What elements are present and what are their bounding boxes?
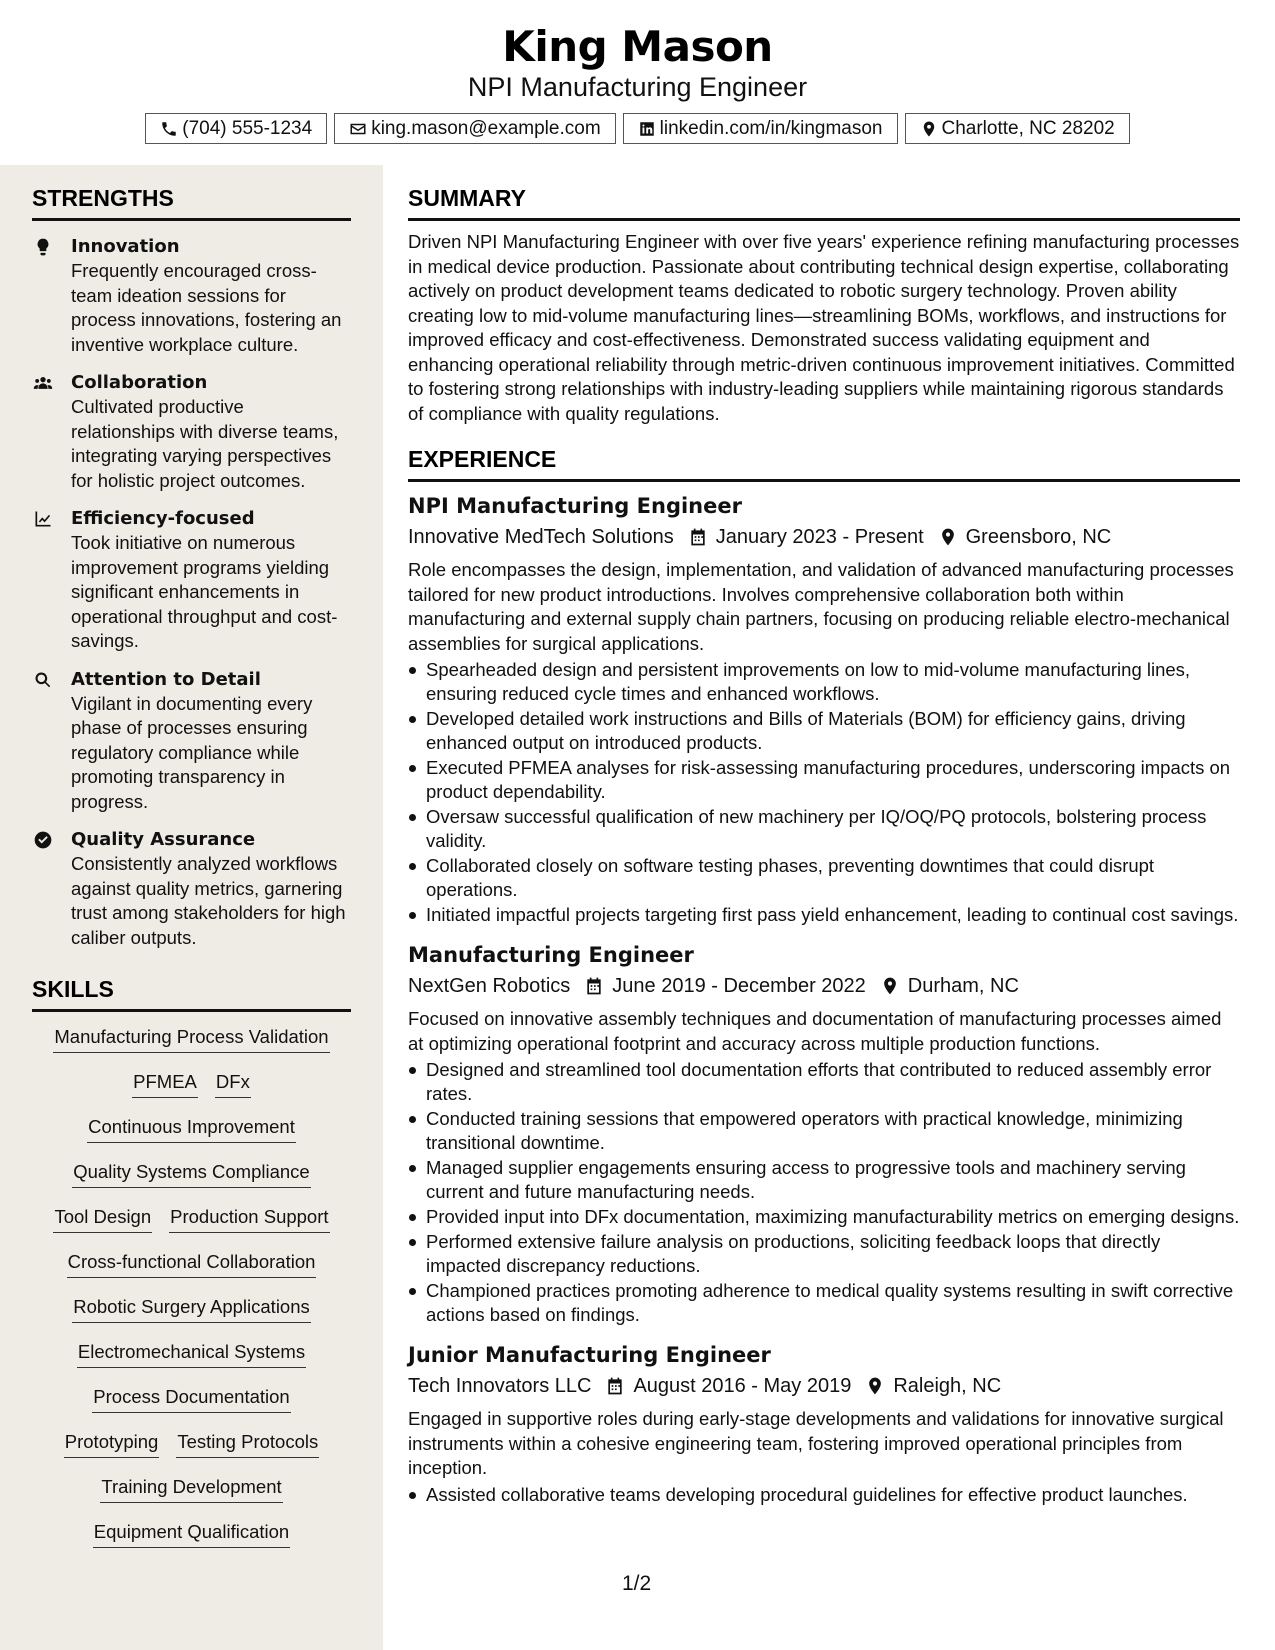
job-entry: [408, 492, 1240, 927]
skill-tag: Training Development: [100, 1474, 282, 1503]
skill-tag: Production Support: [169, 1204, 329, 1233]
strength-item: [32, 828, 351, 950]
skill-tag: Continuous Improvement: [87, 1114, 296, 1143]
job-meta: [408, 522, 1240, 552]
candidate-name: King Mason: [502, 22, 773, 71]
job-description: Focused on innovative assembly techniques and documentation of manufacturing processes aimed at optimizing operational footprint and accuracy across multiple production functions.: [408, 1008, 1222, 1054]
job-location: Raleigh, NC: [893, 1375, 1002, 1397]
page-number: 1/2: [622, 1572, 652, 1595]
experience-heading: EXPERIENCE: [408, 446, 1240, 482]
envelope-icon: [349, 120, 367, 138]
job-dates: January 2023 - Present: [715, 526, 924, 548]
strength-title: Efficiency-focused: [71, 508, 255, 529]
phone-text: (704) 555-1234: [182, 117, 313, 139]
bullet-item: Developed detailed work instructions and Bills of Materials (BOM) for efficiency gains, driving enhanced output on introduced products.: [408, 707, 1240, 755]
bullet-item: Designed and streamlined tool documentation efforts that contributed to reduced assembly error rates.: [408, 1058, 1240, 1106]
job-title: Manufacturing Engineer: [408, 943, 694, 967]
map-pin-icon: [880, 976, 900, 996]
strength-item: [32, 668, 351, 815]
skill-tag: Process Documentation: [92, 1384, 290, 1413]
skill-tag: Robotic Surgery Applications: [72, 1294, 311, 1323]
bullet-item: Championed practices promoting adherence to medical quality systems resulting in swift corrective actions based on findings.: [408, 1279, 1240, 1327]
skill-tag: Cross-functional Collaboration: [67, 1249, 317, 1278]
strength-title: Attention to Detail: [71, 668, 261, 690]
skill-tag: DFx: [215, 1069, 251, 1098]
strength-title: Innovation: [71, 236, 180, 257]
job-entry: [408, 1341, 1240, 1507]
skill-tag: Manufacturing Process Validation: [53, 1024, 329, 1053]
strength-desc: Took initiative on numerous improvement programs yielding significant enhancements in operational throughput and cost-savings.: [71, 532, 338, 651]
skill-tag: PFMEA: [132, 1069, 198, 1098]
candidate-title: NPI Manufacturing Engineer: [467, 72, 808, 102]
contact-phone[interactable]: [145, 113, 327, 144]
summary-text: Driven NPI Manufacturing Engineer with over five years' experience refining manufacturing processes in medical device production. Passionate about contributing technical design expertise, collaborating actively on product development teams dedicated to robotic surgery technology. Proven ability creating low to mid-volume manufacturing lines—streamlining BOMs, workflows, and instructions for improved efficacy and cost-effectiveness. Demonstrated success validating equipment and enhancing operational reliability through metric-driven continuous improvement initiatives. Committed to fostering strong relationships with industry-leading suppliers while maintaining rigorous standards of compliance with quality regulations.: [408, 231, 1240, 424]
strengths-heading: STRENGTHS: [32, 185, 351, 221]
bullet-item: Executed PFMEA analyses for risk-assessing manufacturing procedures, underscoring impacts on product dependability.: [408, 756, 1240, 804]
skills-list: [32, 1024, 351, 1564]
chart-line-icon: [32, 508, 54, 530]
job-location: Greensboro, NC: [965, 526, 1112, 548]
job-bullets: [408, 658, 1240, 927]
search-icon: [32, 669, 54, 691]
summary-heading: SUMMARY: [408, 185, 1240, 221]
location-text: Charlotte, NC 28202: [941, 117, 1115, 139]
job-title: NPI Manufacturing Engineer: [408, 494, 742, 518]
calendar-icon: [584, 976, 604, 996]
strength-desc: Vigilant in documenting every phase of processes ensuring regulatory compliance while promoting transparency in progress.: [71, 692, 313, 812]
skill-tag: Testing Protocols: [176, 1429, 319, 1458]
check-circle-icon: [32, 829, 54, 851]
strength-item: [32, 371, 351, 493]
lightbulb-icon: [32, 236, 54, 258]
company-name: Innovative MedTech Solutions: [408, 526, 674, 548]
linkedin-icon: [638, 120, 656, 138]
strength-title: Quality Assurance: [71, 829, 256, 850]
calendar-icon: [605, 1376, 625, 1396]
skill-tag: Tool Design: [53, 1204, 152, 1233]
contact-linkedin[interactable]: [623, 113, 898, 144]
map-pin-icon: [920, 120, 938, 138]
bullet-item: Conducted training sessions that empowered operators with practical knowledge, minimizing transitional downtime.: [408, 1107, 1240, 1155]
strength-desc: Consistently analyzed workflows against quality metrics, garnering trust among stakeholders for high caliber outputs.: [71, 853, 346, 948]
job-meta: [408, 1371, 1240, 1401]
job-title: Junior Manufacturing Engineer: [408, 1343, 771, 1367]
strength-item: [32, 507, 351, 654]
resume-header: [0, 0, 1275, 165]
job-bullets: [408, 1483, 1240, 1507]
bullet-item: Provided input into DFx documentation, maximizing manufacturability metrics on emerging designs.: [408, 1205, 1240, 1229]
job-description: Role encompasses the design, implementation, and validation of advanced manufacturing processes tailored for new product introductions. Involves comprehensive collaboration both within manufacturing and external supply chain partners, focusing on producing reliable electro-mechanical assemblies for surgical applications.: [408, 559, 1234, 654]
phone-icon: [160, 120, 178, 138]
skill-tag: Electromechanical Systems: [77, 1339, 306, 1368]
calendar-icon: [688, 527, 708, 547]
contact-bar: [0, 113, 1275, 144]
skill-tag: Prototyping: [64, 1429, 160, 1458]
skill-tag: Equipment Qualification: [93, 1519, 290, 1548]
linkedin-text: linkedin.com/in/kingmason: [659, 117, 883, 139]
job-entry: [408, 941, 1240, 1327]
bullet-item: Performed extensive failure analysis on productions, soliciting feedback loops that directly impacted discrepancy reductions.: [408, 1230, 1240, 1278]
bullet-item: Spearheaded design and persistent improvements on low to mid-volume manufacturing lines, ensuring reduced cycle times and enhanced workflows.: [408, 658, 1240, 706]
job-meta: [408, 971, 1240, 1001]
job-dates: June 2019 - December 2022: [612, 975, 866, 997]
bullet-item: Oversaw successful qualification of new machinery per IQ/OQ/PQ protocols, bolstering process validity.: [408, 805, 1240, 853]
bullet-item: Assisted collaborative teams developing procedural guidelines for effective product launches.: [408, 1483, 1240, 1507]
skill-tag: Quality Systems Compliance: [72, 1159, 310, 1188]
company-name: Tech Innovators LLC: [408, 1375, 592, 1397]
map-pin-icon: [938, 527, 958, 547]
strength-title: Collaboration: [71, 372, 208, 393]
job-bullets: [408, 1058, 1240, 1327]
bullet-item: Collaborated closely on software testing phases, preventing downtimes that could disrupt operations.: [408, 854, 1240, 902]
strength-desc: Cultivated productive relationships with diverse teams, integrating varying perspectives for holistic project outcomes.: [71, 396, 339, 491]
contact-location[interactable]: [905, 113, 1130, 144]
bullet-item: Initiated impactful projects targeting first pass yield enhancement, leading to continual cost savings.: [408, 903, 1240, 927]
job-description: Engaged in supportive roles during early-stage developments and validations for innovative surgical instruments within a cohesive engineering team, fostering improved operational principles from inception.: [408, 1408, 1224, 1478]
main-column: [408, 165, 1240, 1508]
map-pin-icon: [865, 1376, 885, 1396]
skills-heading: SKILLS: [32, 976, 351, 1012]
sidebar: [0, 165, 383, 1650]
contact-email[interactable]: [334, 113, 615, 144]
email-text: king.mason@example.com: [371, 117, 601, 139]
job-dates: August 2016 - May 2019: [633, 1375, 852, 1397]
strength-item: [32, 235, 351, 357]
strength-desc: Frequently encouraged cross-team ideation sessions for process innovations, fostering an inventive workplace culture.: [71, 260, 342, 355]
company-name: NextGen Robotics: [408, 975, 571, 997]
job-location: Durham, NC: [907, 975, 1019, 997]
bullet-item: Managed supplier engagements ensuring access to progressive tools and machinery serving current and future manufacturing needs.: [408, 1156, 1240, 1204]
users-icon: [32, 372, 54, 394]
